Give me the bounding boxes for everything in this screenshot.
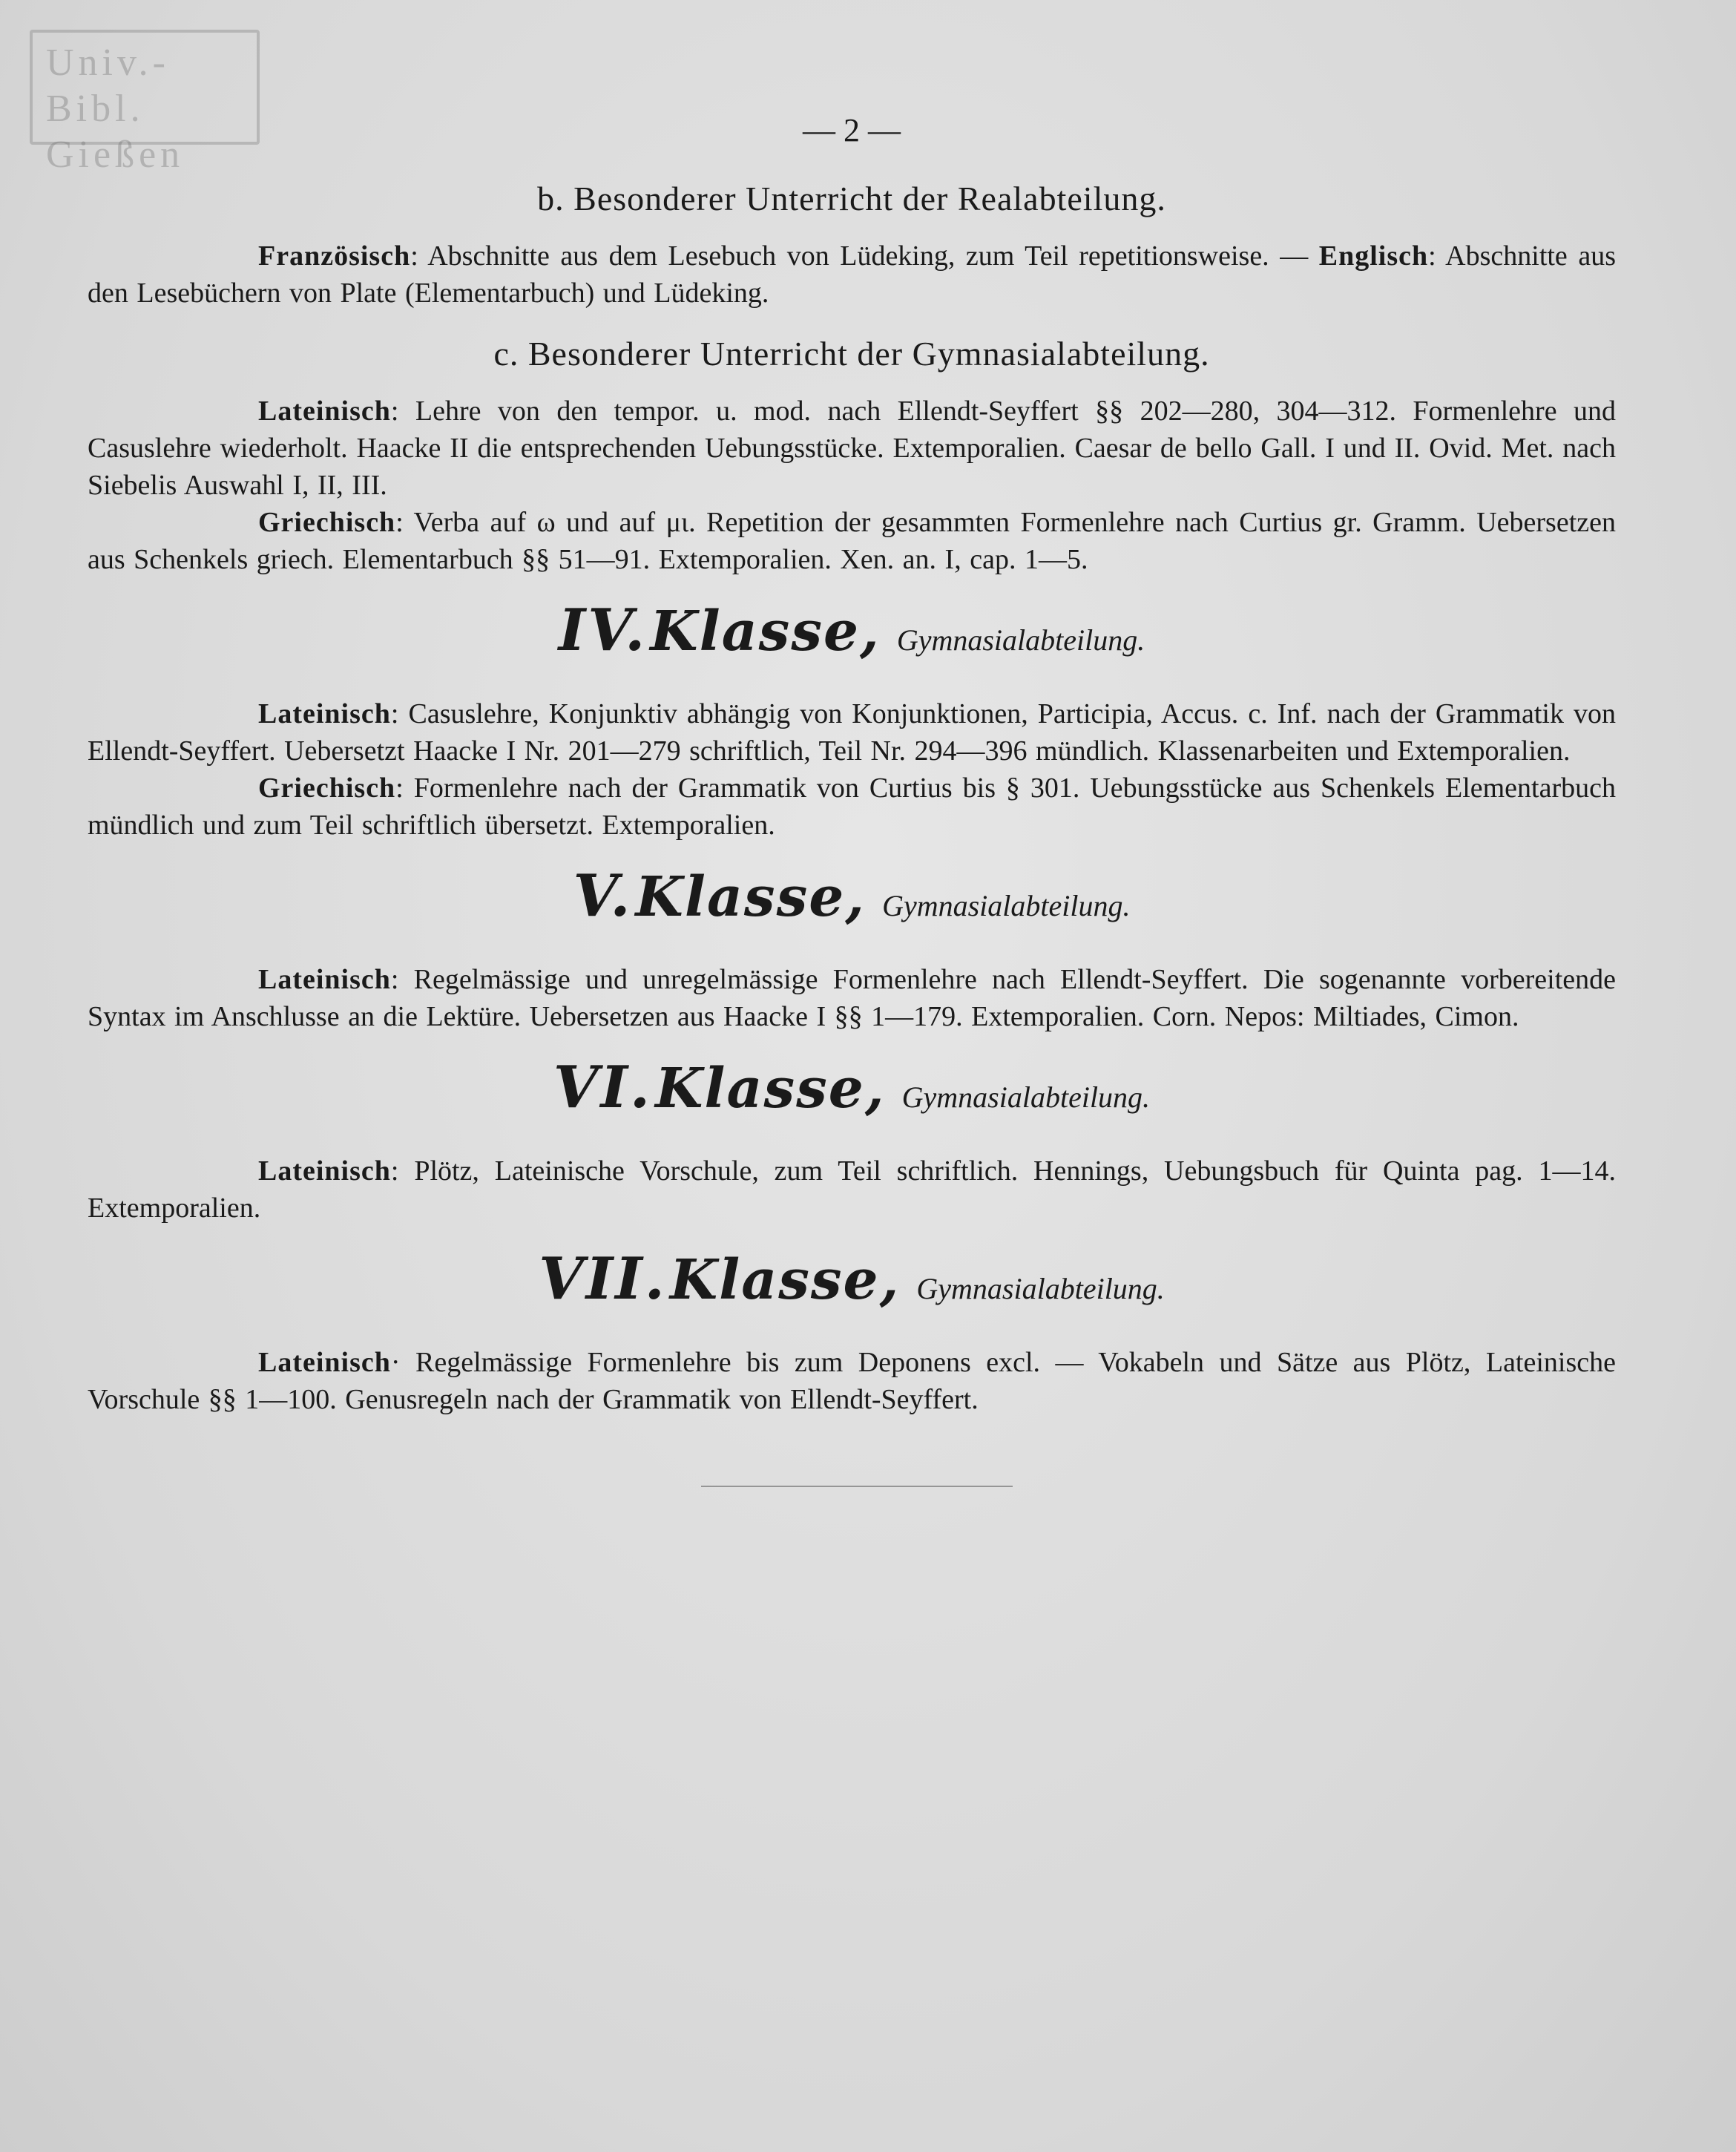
subject-label: Lateinisch (258, 1347, 391, 1378)
paragraph-text: Regelmässige und unregelmässige Formenlehre nach Ellendt-Seyffert. Die sogenannte vorbereitende Syntax im Anschlusse an die Lektüre. Uebersetzen aus Haacke I §§ 1—179. Extemporalien. Corn. Nepos: Miltiades, Cimon. (88, 964, 1616, 1032)
page-number: — 2 — (803, 112, 901, 148)
stamp-line-2: Gießen (46, 134, 185, 176)
class-heading-v (88, 862, 1616, 939)
stamp-line-1: Univ.-Bibl. (46, 42, 170, 130)
section-heading-realabteilung: b. Besonderer Unterricht der Realabteilung. (537, 180, 1166, 217)
subject-label: Lateinisch (258, 698, 391, 729)
paragraph-griechisch (88, 504, 1616, 578)
subject-separator: : (390, 396, 399, 427)
section-heading-gymnasialabteilung: c. Besonderer Unterricht der Gymnasialabteilung. (493, 335, 1210, 373)
subject-separator: : (390, 1155, 399, 1187)
class-subtitle: Gymnasialabteilung. (916, 1272, 1165, 1305)
class-word: Klasse, (635, 865, 867, 929)
paragraph-lateinisch (88, 695, 1616, 770)
paragraph-lateinisch (88, 1344, 1616, 1418)
class-number: IV. (558, 597, 648, 664)
paragraph-text: Formenlehre nach der Grammatik von Curtius bis § 301. Uebungsstücke aus Schenkels Elementarbuch mündlich und zum Teil schriftlich übersetzt. Extemporalien. (88, 772, 1616, 841)
subject-label: Englisch (1318, 240, 1429, 272)
subject-separator: : (395, 507, 404, 538)
class-number: VI. (553, 1054, 653, 1121)
bleed-through-divider (701, 1486, 1013, 1487)
class-heading-vi (88, 1054, 1616, 1130)
class-subtitle: Gymnasialabteilung. (896, 623, 1145, 657)
subject-label: Lateinisch (258, 396, 391, 427)
class-heading-iv (88, 597, 1616, 673)
class-word: Klasse, (669, 1248, 901, 1312)
paragraph-text: Abschnitte aus den Lesebüchern von Plate (Elementarbuch) und Lüdeking. (88, 240, 1616, 309)
paragraph-lateinisch (88, 961, 1616, 1035)
subject-label: Französisch (258, 240, 411, 272)
class-number: V. (573, 862, 633, 930)
subject-separator: : (390, 698, 399, 729)
subject-separator: · (390, 1347, 401, 1378)
paragraph-lateinisch (88, 393, 1616, 504)
class-word: Klasse, (655, 1057, 886, 1121)
paragraph-lateinisch (88, 1152, 1616, 1227)
paragraph-text: Abschnitte aus dem Lesebuch von Lüdeking, zum Teil repetitionsweise. — (418, 240, 1319, 272)
paragraph-griechisch (88, 770, 1616, 844)
class-number: VII. (539, 1245, 667, 1313)
paragraph-text: Lehre von den tempor. u. mod. nach Ellendt-Seyffert §§ 202—280, 304—312. Formenlehre und Casuslehre wiederholt. Haacke II die entsprechenden Uebungsstücke. Extemporalien. Caesar de bello Gall. I und II. Ovid. Met. nach Siebelis Auswahl I, II, III. (88, 396, 1616, 501)
subject-separator: : (390, 964, 399, 995)
page-content (88, 111, 1616, 1418)
subject-label: Lateinisch (258, 964, 391, 995)
paragraph-text: Regelmässige Formenlehre bis zum Deponens excl. — Vokabeln und Sätze aus Plötz, Lateinische Vorschule §§ 1—100. Genusregeln nach der Grammatik von Ellendt-Seyffert. (88, 1347, 1616, 1415)
subject-separator: : (410, 240, 418, 272)
paragraph-text: Plötz, Lateinische Vorschule, zum Teil schriftlich. Hennings, Uebungsbuch für Quinta pag. 1—14. Extemporalien. (88, 1155, 1616, 1224)
class-subtitle: Gymnasialabteilung. (882, 889, 1131, 922)
subject-separator: : (395, 772, 404, 804)
subject-label: Lateinisch (258, 1155, 391, 1187)
subject-label: Griechisch (258, 772, 396, 804)
subject-separator: : (1428, 240, 1436, 272)
class-word: Klasse, (650, 600, 881, 663)
paragraph-text: Casuslehre, Konjunktiv abhängig von Konjunktionen, Participia, Accus. c. Inf. nach der Grammatik von Ellendt-Seyffert. Uebersetzt Haacke I Nr. 201—279 schriftlich, Teil Nr. 294—396 mündlich. Klassenarbeiten und Extemporalien. (88, 698, 1616, 767)
paragraph-franzoesisch-englisch (88, 237, 1616, 312)
class-heading-vii (88, 1245, 1616, 1322)
subject-label: Griechisch (258, 507, 396, 538)
class-subtitle: Gymnasialabteilung. (901, 1080, 1151, 1114)
paragraph-text: Verba auf ω und auf μι. Repetition der gesammten Formenlehre nach Curtius gr. Gramm. Uebersetzen aus Schenkels griech. Elementarbuch §§ 51—91. Extemporalien. Xen. an. I, cap. 1—5. (88, 507, 1616, 575)
